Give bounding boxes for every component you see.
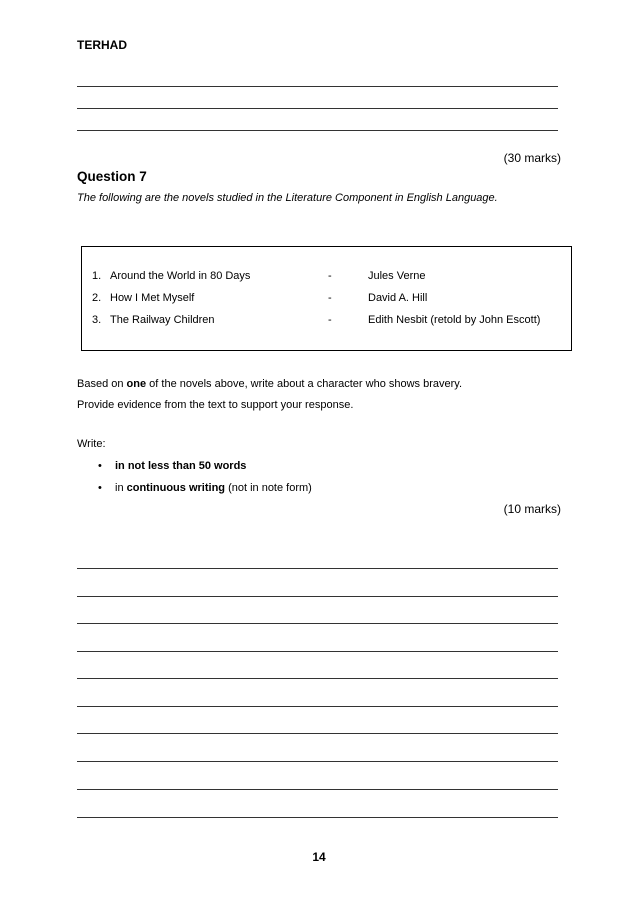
prompt-text: of the novels above, write about a character who shows bravery. (146, 378, 463, 390)
prompt-emphasis: one (126, 378, 147, 390)
answer-line[interactable] (77, 568, 558, 569)
novel-number: 2. (92, 292, 102, 304)
novel-title: The Railway Children (110, 314, 215, 326)
question-prompt (77, 378, 462, 390)
novel-row (92, 314, 562, 330)
novel-dash: - (328, 270, 332, 282)
answer-line[interactable] (77, 789, 558, 790)
novel-number: 1. (92, 270, 102, 282)
page-number: 14 (312, 850, 326, 864)
classification-label: TERHAD (77, 38, 127, 52)
answer-line[interactable] (77, 733, 558, 734)
answer-line[interactable] (77, 678, 558, 679)
instruction-bullet (98, 460, 398, 476)
answer-line[interactable] (77, 130, 558, 131)
novel-dash: - (328, 292, 332, 304)
novel-row (92, 292, 562, 308)
question-evidence-line: Provide evidence from the text to support your response. (77, 399, 354, 411)
answer-line[interactable] (77, 86, 558, 87)
novel-title: Around the World in 80 Days (110, 270, 251, 282)
answer-line[interactable] (77, 761, 558, 762)
novel-author: Edith Nesbit (retold by John Escott) (368, 314, 541, 326)
answer-line[interactable] (77, 623, 558, 624)
bullet-plain: (not in note form) (225, 482, 312, 494)
novel-row (92, 270, 562, 286)
answer-line[interactable] (77, 817, 558, 818)
bullet-emphasis: in not less than 50 words (115, 460, 247, 472)
novel-author: David A. Hill (368, 292, 428, 304)
answer-line[interactable] (77, 596, 558, 597)
question-title: Question 7 (77, 169, 147, 184)
bullet-icon: • (98, 460, 102, 472)
question-marks: (10 marks) (503, 502, 561, 516)
write-label: Write: (77, 438, 106, 450)
prompt-text: Based on (77, 378, 127, 390)
novel-author: Jules Verne (368, 270, 426, 282)
novel-dash: - (328, 314, 332, 326)
previous-marks: (30 marks) (503, 151, 561, 165)
bullet-text (115, 460, 246, 472)
bullet-icon: • (98, 482, 102, 494)
bullet-plain: in (115, 482, 127, 494)
novel-number: 3. (92, 314, 102, 326)
answer-line[interactable] (77, 108, 558, 109)
novel-list-box (81, 246, 572, 351)
answer-line[interactable] (77, 706, 558, 707)
question-intro: The following are the novels studied in the Literature Component in English Language. (77, 192, 498, 204)
novel-title: How I Met Myself (110, 292, 195, 304)
instruction-bullet (98, 482, 398, 498)
answer-line[interactable] (77, 651, 558, 652)
bullet-text (115, 482, 312, 494)
bullet-emphasis: continuous writing (126, 482, 226, 494)
